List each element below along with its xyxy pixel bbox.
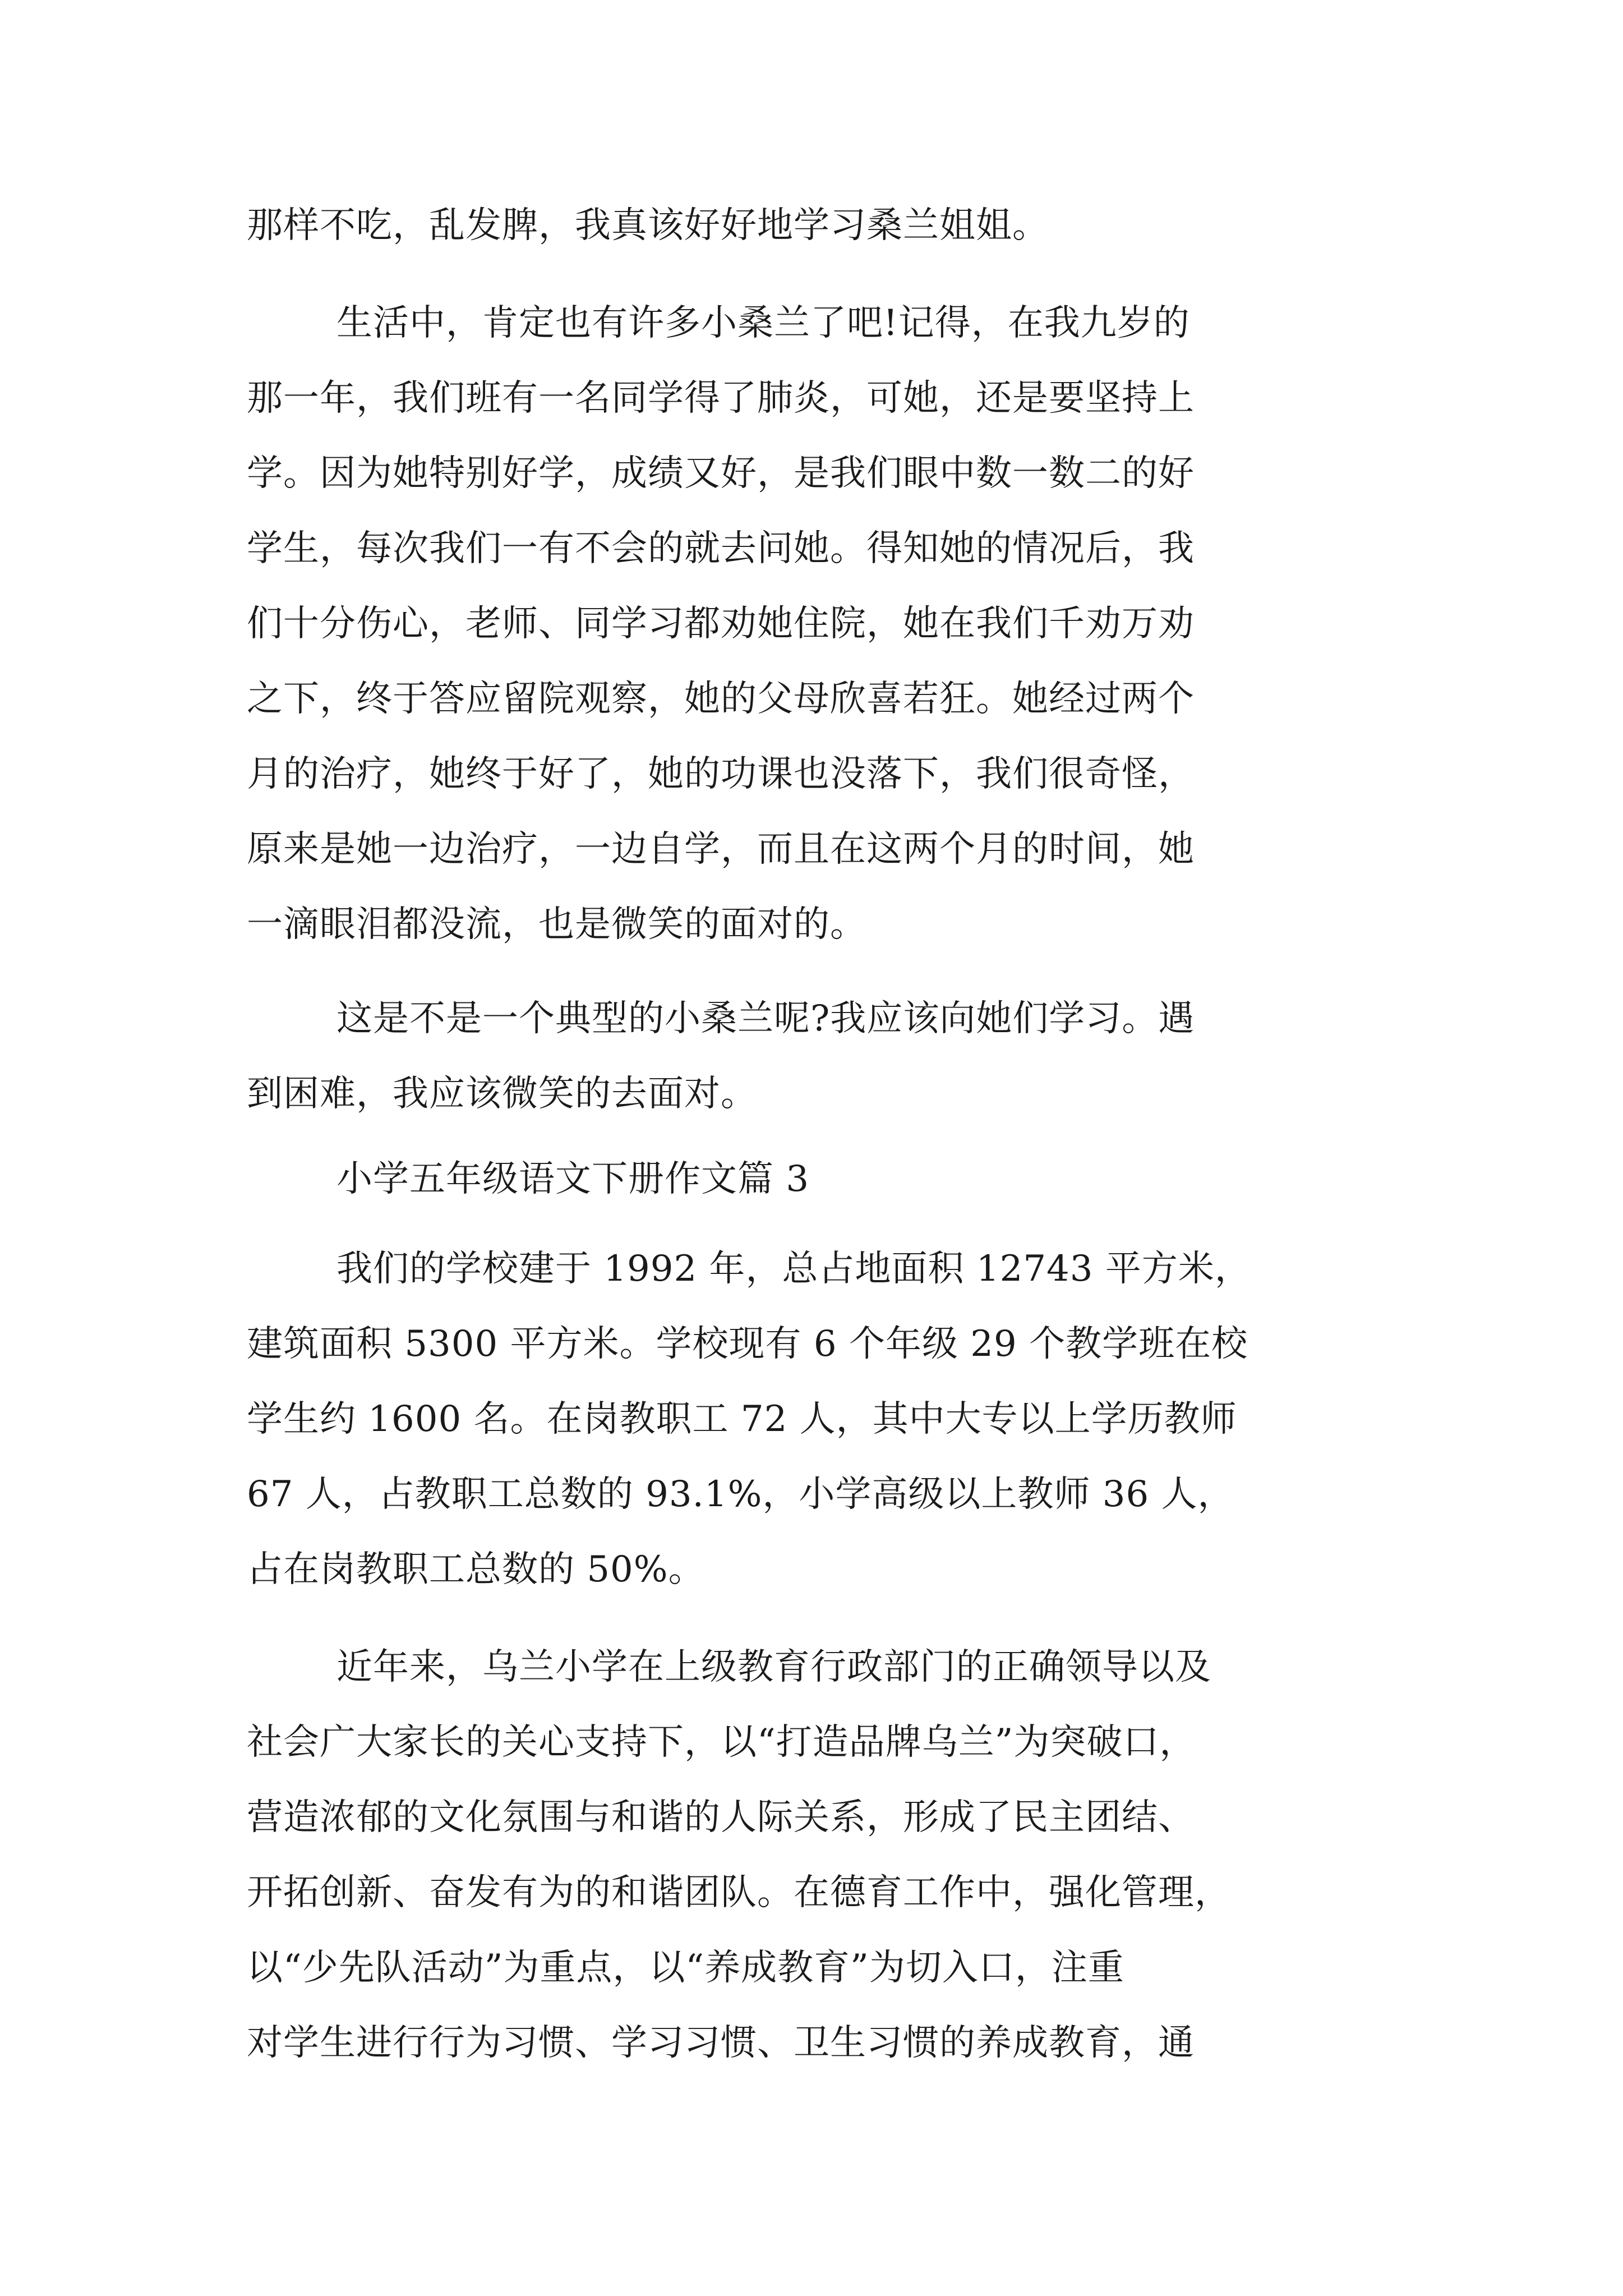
text-line: 这是不是一个典型的小桑兰呢?我应该向她们学习。遇 (336, 998, 1195, 1039)
text-line: 营造浓郁的文化氛围与和谐的人际关系，形成了民主团结、 (247, 1797, 1195, 1838)
text-line: 对学生进行行为习惯、学习习惯、卫生习惯的养成教育，通 (247, 2022, 1195, 2064)
text-line: 那样不吃，乱发脾，我真该好好地学习桑兰姐姐。 (247, 205, 1049, 246)
text-line: 社会广大家长的关心支持下，以“打造品牌乌兰”为突破口， (247, 1722, 1196, 1763)
text-line: 占在岗教职工总数的 50%。 (247, 1549, 705, 1590)
text-line: 到困难，我应该微笑的去面对。 (247, 1073, 757, 1115)
text-line: 学生约 1600 名。在岗教职工 72 人，其中大专以上学历教师 (247, 1398, 1237, 1440)
text-line: 近年来，乌兰小学在上级教育行政部门的正确领导以及 (336, 1646, 1211, 1688)
text-line: 月的治疗，她终于好了，她的功课也没落下，我们很奇怪， (247, 753, 1195, 795)
text-line: 开拓创新、奋发有为的和谐团队。在德育工作中，强化管理， (247, 1872, 1231, 1913)
text-line: 67 人，占教职工总数的 93.1%，小学高级以上教师 36 人， (247, 1474, 1234, 1515)
section-heading: 小学五年级语文下册作文篇 3 (336, 1158, 810, 1200)
text-line: 学生，每次我们一有不会的就去问她。得知她的情况后，我 (247, 528, 1195, 569)
text-line: 之下，终于答应留院观察，她的父母欣喜若狂。她经过两个 (247, 678, 1195, 720)
text-line: 们十分伤心，老师、同学习都劝她住院，她在我们千劝万劝 (247, 603, 1195, 645)
text-line: 一滴眼泪都没流，也是微笑的面对的。 (247, 904, 866, 945)
text-line: 生活中，肯定也有许多小桑兰了吧!记得，在我九岁的 (336, 302, 1190, 344)
text-line: 建筑面积 5300 平方米。学校现有 6 个年级 29 个教学班在校 (247, 1323, 1248, 1365)
text-line: 我们的学校建于 1992 年，总占地面积 12743 平方米， (336, 1248, 1251, 1290)
text-line: 以“少先队活动”为重点，以“养成教育”为切入口，注重 (247, 1947, 1124, 1989)
text-line: 原来是她一边治疗，一边自学，而且在这两个月的时间，她 (247, 829, 1195, 870)
text-line: 学。因为她特别好学，成绩又好，是我们眼中数一数二的好 (247, 453, 1195, 494)
text-line: 那一年，我们班有一名同学得了肺炎，可她，还是要坚持上 (247, 378, 1195, 419)
